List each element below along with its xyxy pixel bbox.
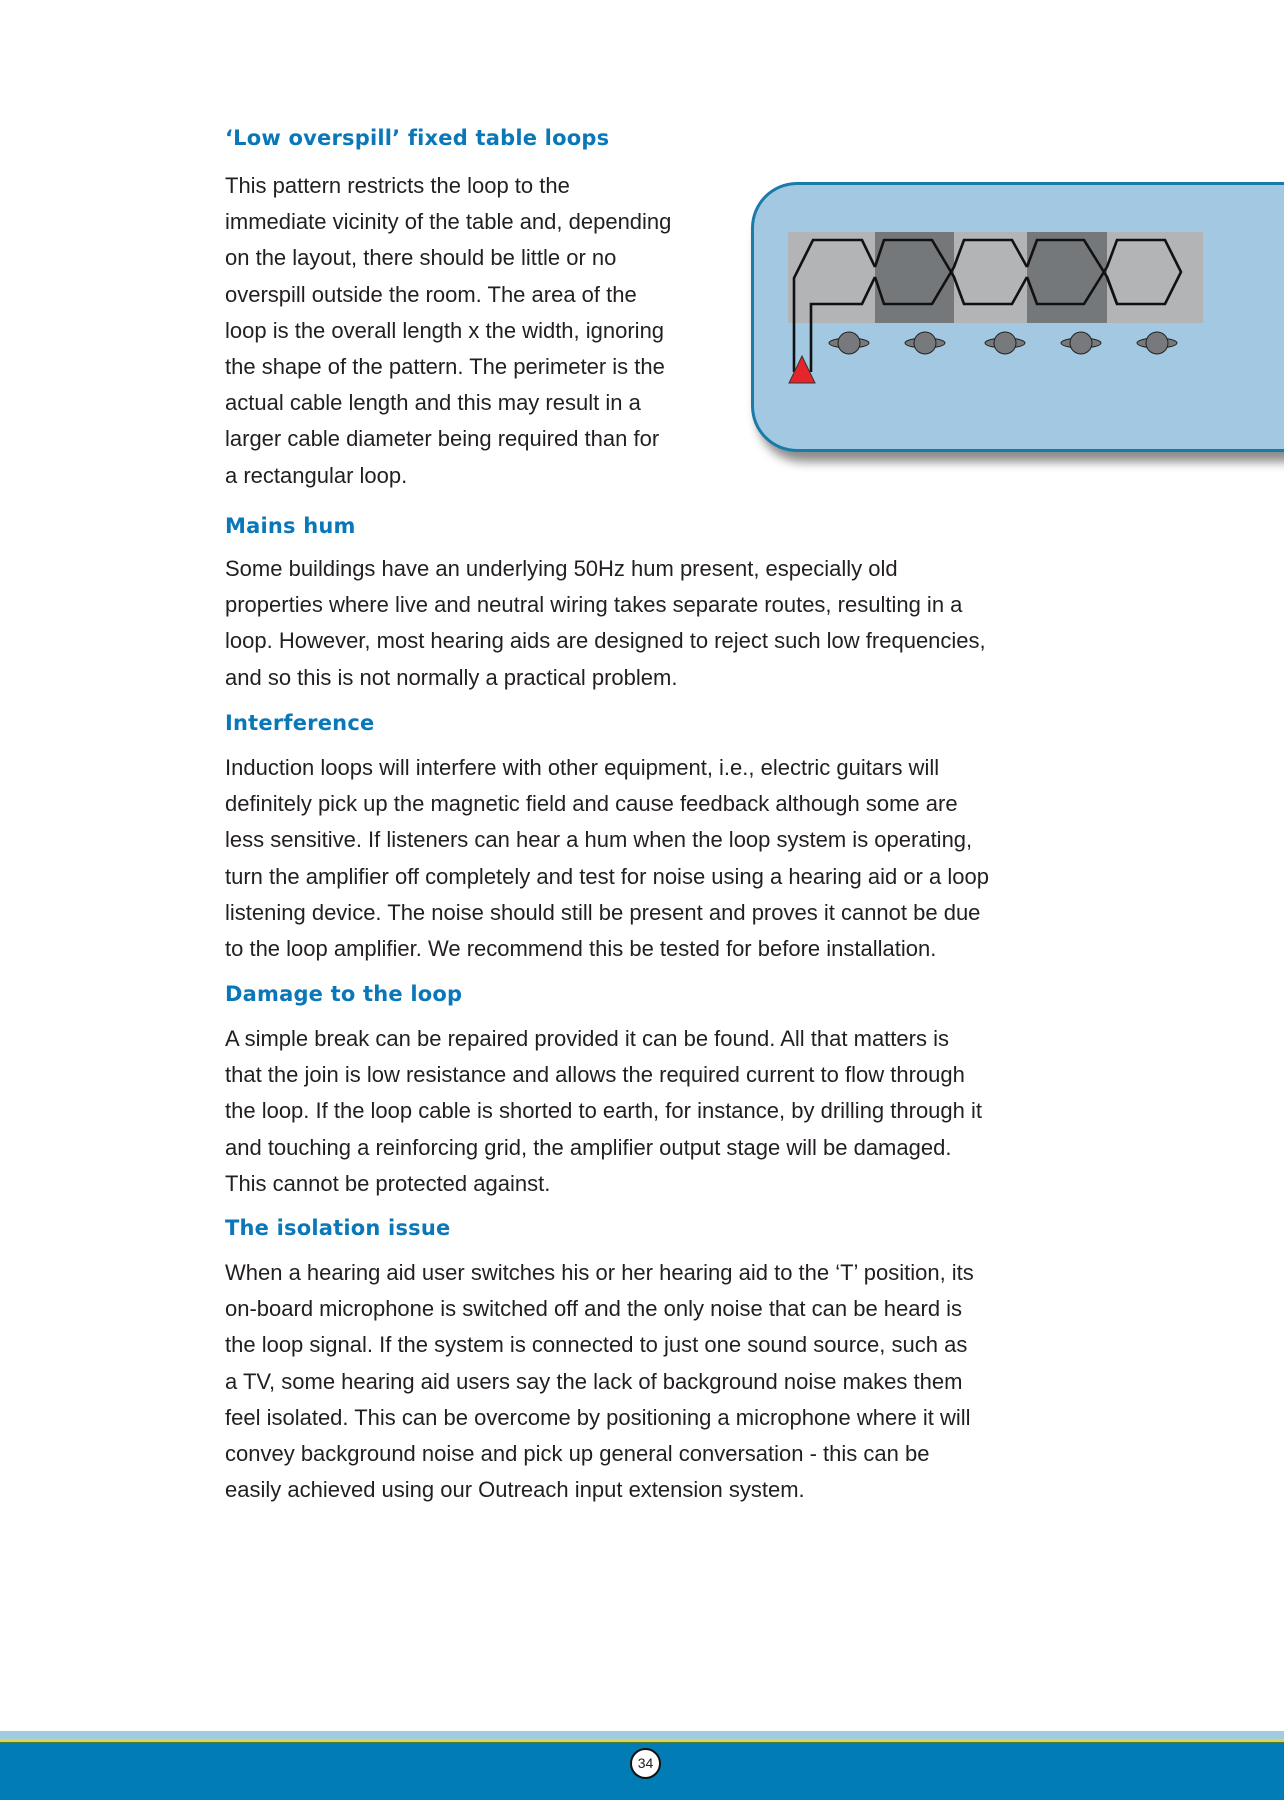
- section-body-interference: [225, 750, 989, 967]
- text-line: This pattern restricts the loop to the: [225, 173, 570, 198]
- text-line: convey background noise and pick up general conversation - this can be: [225, 1440, 930, 1466]
- text-line: the loop signal. If the system is connected to just one sound source, such as: [225, 1332, 968, 1358]
- person-icon-5: [1137, 332, 1177, 354]
- text-line: definitely pick up the magnetic field and cause feedback although some are: [225, 791, 958, 817]
- text-line: less sensitive. If listeners can hear a hum when the loop system is operating,: [225, 827, 973, 853]
- footer-band-light: [0, 1731, 1284, 1739]
- text-line: actual cable length and this may result in a: [225, 390, 641, 416]
- person-icon-3: [985, 332, 1025, 354]
- text-line: loop is the overall length x the width, ignoring: [225, 317, 665, 343]
- table-2: [875, 232, 954, 323]
- table-5: [1107, 232, 1203, 323]
- text-line: Induction loops will interfere with other equipment, i.e., electric guitars will: [225, 755, 940, 780]
- person-icon-4: [1061, 332, 1101, 354]
- text-line: that the join is low resistance and allows the required current to flow through: [225, 1062, 965, 1088]
- text-line: When a hearing aid user switches his or her hearing aid to the ‘T’ position, its: [225, 1260, 974, 1285]
- text-line: to the loop amplifier. We recommend this be tested for before installation.: [225, 935, 937, 961]
- person-icon-1: [829, 332, 869, 354]
- tables: [788, 232, 1203, 323]
- section-heading-damage: Damage to the loop: [225, 982, 463, 1006]
- section-heading-mains-hum: Mains hum: [225, 514, 356, 538]
- section-body-low-overspill: [225, 168, 671, 494]
- table-loop-diagram: [751, 182, 1284, 450]
- text-line: and so this is not normally a practical problem.: [225, 664, 678, 690]
- page-number: 34: [630, 1748, 661, 1779]
- text-line: on the layout, there should be little or no: [225, 245, 617, 271]
- text-line: A simple break can be repaired provided it can be found. All that matters is: [225, 1026, 949, 1051]
- text-line: turn the amplifier off completely and test for noise using a hearing aid or a loop: [225, 863, 989, 889]
- text-line: Some buildings have an underlying 50Hz hum present, especially old: [225, 556, 898, 581]
- text-line: the loop. If the loop cable is shorted to earth, for instance, by drilling through it: [225, 1098, 983, 1124]
- people: [829, 332, 1177, 354]
- table-1: [788, 232, 875, 323]
- section-body-mains-hum: [225, 551, 986, 696]
- text-line: immediate vicinity of the table and, depending: [225, 209, 672, 235]
- table-4: [1027, 232, 1107, 323]
- section-heading-low-overspill: ‘Low overspill’ fixed table loops: [225, 126, 610, 150]
- text-line: easily achieved using our Outreach input extension system.: [225, 1477, 805, 1503]
- section-heading-interference: Interference: [225, 711, 375, 735]
- section-body-damage: [225, 1021, 982, 1202]
- text-line: the shape of the pattern. The perimeter is the: [225, 353, 665, 379]
- text-line: larger cable diameter being required than for: [225, 426, 660, 452]
- text-line: listening device. The noise should still be present and proves it cannot be due: [225, 899, 981, 925]
- text-line: properties where live and neutral wiring takes separate routes, resulting in a: [225, 592, 963, 618]
- text-line: This cannot be protected against.: [225, 1170, 551, 1196]
- text-line: on-board microphone is switched off and the only noise that can be heard is: [225, 1296, 963, 1322]
- text-line: feel isolated. This can be overcome by positioning a microphone where it will: [225, 1404, 971, 1430]
- text-line: and touching a reinforcing grid, the amplifier output stage will be damaged.: [225, 1134, 952, 1160]
- section-body-isolation: [225, 1255, 974, 1508]
- person-icon-2: [905, 332, 945, 354]
- section-heading-isolation: The isolation issue: [225, 1216, 451, 1240]
- text-line: a rectangular loop.: [225, 462, 408, 488]
- text-line: overspill outside the room. The area of the: [225, 281, 637, 307]
- text-line: loop. However, most hearing aids are designed to reject such low frequencies,: [225, 628, 986, 654]
- text-line: a TV, some hearing aid users say the lack of background noise makes them: [225, 1368, 963, 1394]
